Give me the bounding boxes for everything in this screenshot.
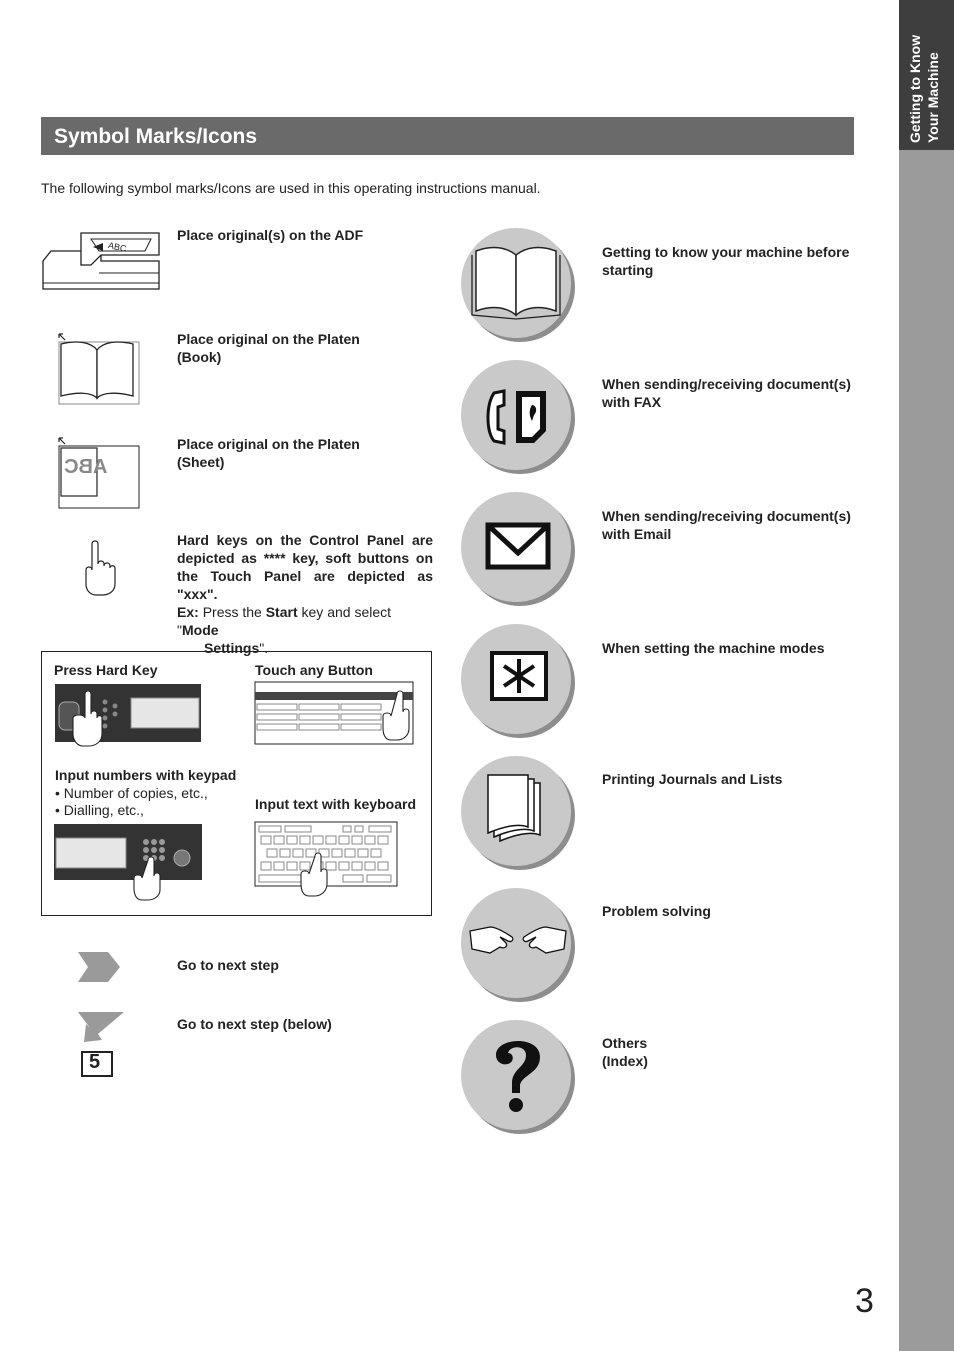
right-label-fax <box>602 375 851 411</box>
next-step-below-label: Go to next step (below) <box>177 1016 332 1032</box>
touch-any-button-label: Touch any Button <box>255 662 373 678</box>
hardkeys-text: Hard keys on the Control Panel are depicted as **** key, soft buttons on the Touch Panel are depicted as "xxx". <box>177 532 433 602</box>
right-label-problem-solving: Problem solving <box>602 903 711 919</box>
section-title-bar <box>41 117 854 155</box>
journals-icon <box>460 755 578 873</box>
bullet-dialling: • Dialling, etc., <box>55 802 144 818</box>
bullet-copies: • Number of copies, etc., <box>55 785 208 801</box>
right-label-others <box>602 1034 648 1070</box>
right-label-7-line2: (Index) <box>602 1053 648 1069</box>
adf-label: Place original(s) on the ADF <box>177 227 364 243</box>
right-label-email <box>602 507 851 543</box>
hardkeys-description <box>177 531 433 657</box>
hardkeys-example <box>177 603 433 639</box>
control-panel-illustration <box>55 684 203 746</box>
example-pre: Press the <box>202 604 262 620</box>
next-step-label: Go to next step <box>177 957 279 973</box>
machine-modes-icon <box>460 623 578 741</box>
example-settings: Settings <box>204 640 260 656</box>
platen-book-line2: (Book) <box>177 349 222 365</box>
example-label: Ex: <box>177 604 199 620</box>
side-tab-bar <box>899 150 954 1351</box>
example-start: Start <box>265 604 298 620</box>
example-mid: key and select " <box>177 604 392 638</box>
right-label-2-line1: When sending/receiving document(s) <box>602 376 851 392</box>
side-tab-line1: Getting to Know <box>907 34 923 143</box>
right-label-7-line1: Others <box>602 1035 648 1051</box>
side-tab-line2: Your Machine <box>925 52 941 143</box>
platen-book-line1: Place original on the Platen <box>177 331 360 347</box>
right-label-1-line1: Getting to know your machine before <box>602 244 850 260</box>
platen-sheet-line1: Place original on the Platen <box>177 436 360 452</box>
right-label-1-line2: starting <box>602 262 654 278</box>
adf-icon <box>41 225 159 293</box>
right-label-getting-to-know <box>602 243 849 279</box>
right-label-2-line2: with FAX <box>602 394 662 410</box>
finger-press-icon <box>82 540 118 596</box>
input-methods-box <box>41 651 432 916</box>
side-tab-label <box>906 8 948 143</box>
platen-book-label <box>177 330 360 366</box>
page-number: 3 <box>855 1282 874 1320</box>
example-mode: Mode <box>181 622 219 638</box>
example-end: ". <box>259 640 269 656</box>
keyboard-illustration <box>255 822 399 896</box>
touch-panel-illustration <box>255 682 415 746</box>
page-title: Symbol Marks/Icons <box>54 125 258 148</box>
right-label-3-line2: with Email <box>602 526 672 542</box>
handshake-icon <box>460 887 578 1005</box>
keypad-illustration <box>54 824 204 900</box>
platen-book-icon <box>57 332 141 406</box>
next-step-arrow-icon <box>78 952 122 982</box>
book-icon <box>460 227 578 345</box>
step-number: 5 <box>89 1051 101 1073</box>
right-label-3-line1: When sending/receiving document(s) <box>602 508 851 524</box>
intro-text: The following symbol marks/Icons are used in this operating instructions manual. <box>41 180 541 196</box>
platen-sheet-line2: (Sheet) <box>177 454 225 470</box>
platen-sheet-label <box>177 435 360 471</box>
fax-icon <box>460 359 578 477</box>
platen-sheet-text: ABC <box>64 456 108 478</box>
input-numbers-label: Input numbers with keypad <box>55 767 237 783</box>
input-text-label: Input text with keyboard <box>255 796 417 812</box>
next-step-below-icon <box>78 1012 126 1078</box>
press-hard-key-label: Press Hard Key <box>54 662 158 678</box>
question-mark-icon <box>460 1019 578 1137</box>
right-label-machine-modes: When setting the machine modes <box>602 640 825 656</box>
email-icon <box>460 491 578 609</box>
right-label-journals: Printing Journals and Lists <box>602 771 783 787</box>
adf-sheet-text: ABC <box>107 240 128 254</box>
